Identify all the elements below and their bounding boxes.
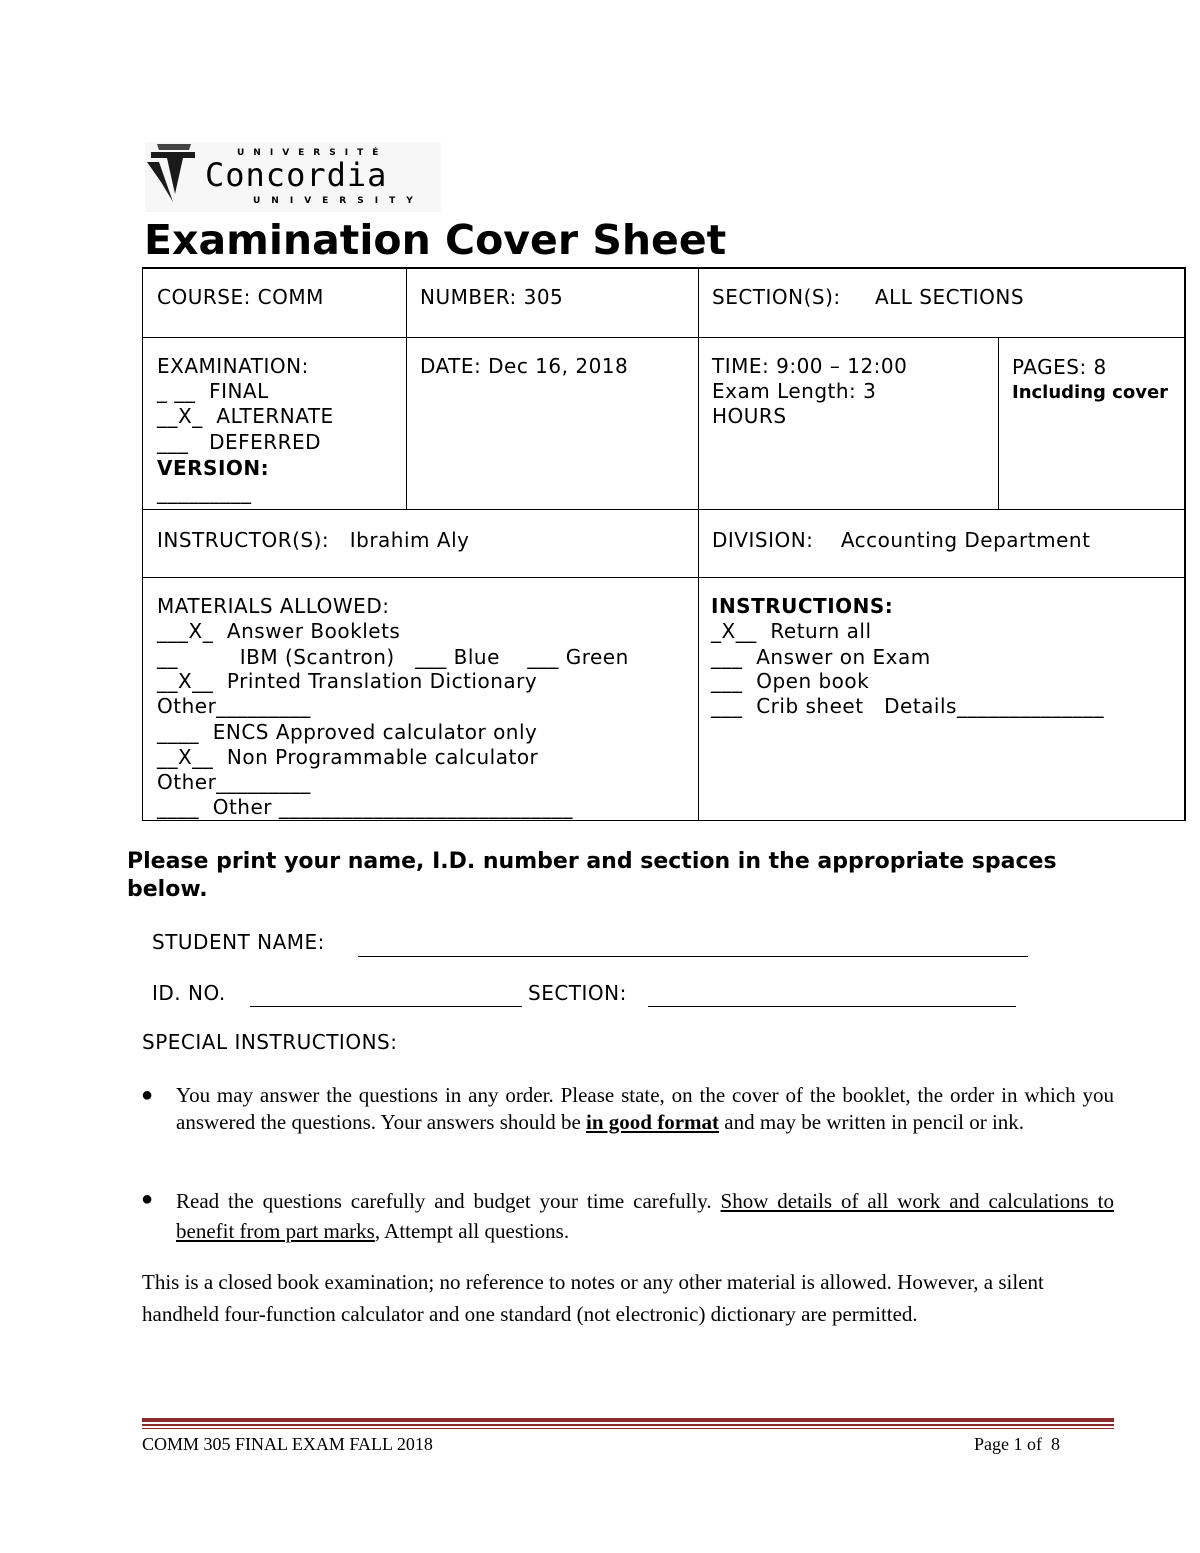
print-name-prompt: Please print your name, I.D. number and section in the appropriate spaces below.	[127, 849, 1057, 902]
materials-item: Other_________	[157, 770, 311, 794]
materials-item: ____ Other ____________________________	[157, 795, 573, 819]
materials-item: ___X_ Answer Booklets	[157, 619, 401, 643]
exam-final: _ __ FINAL	[157, 379, 269, 403]
materials-item: __ IBM (Scantron) ___ Blue ___ Green	[157, 645, 629, 669]
special-instructions-label: SPECIAL INSTRUCTIONS:	[142, 1030, 398, 1054]
materials-item: ____ ENCS Approved calculator only	[157, 720, 538, 744]
footer-exam-title: COMM 305 FINAL EXAM FALL 2018	[142, 1434, 433, 1454]
materials-label: MATERIALS ALLOWED:	[157, 594, 390, 618]
exam-length-field: Exam Length: 3	[712, 379, 877, 403]
exam-alternate: __X_ ALTERNATE	[157, 404, 334, 428]
course-field: COURSE: COMM	[157, 285, 324, 309]
logo-main-text: Concordia	[205, 156, 388, 194]
footer-divider	[142, 1428, 1114, 1429]
section-line[interactable]	[648, 1006, 1016, 1007]
including-cover: Including cover	[1012, 382, 1169, 403]
hours-field: HOURS	[712, 404, 787, 428]
pages-field: PAGES: 8	[1012, 355, 1107, 379]
version-label: VERSION:	[157, 456, 270, 480]
date-field: DATE: Dec 16, 2018	[420, 354, 629, 378]
materials-item: __X__ Printed Translation Dictionary	[157, 669, 538, 693]
student-name-line[interactable]	[358, 956, 1028, 957]
time-field: TIME: 9:00 – 12:00	[712, 354, 908, 378]
logo-top-text: UNIVERSITÉ	[237, 148, 388, 158]
instructions-item: ___ Crib sheet Details______________	[711, 694, 1104, 718]
materials-item: __X__ Non Programmable calculator	[157, 745, 539, 769]
instructions-item: ___ Open book	[711, 669, 870, 693]
section-label: SECTION:	[528, 981, 627, 1005]
instructions-label: INSTRUCTIONS:	[711, 594, 894, 618]
instructions-item: _X__ Return all	[711, 619, 872, 643]
footer-divider	[142, 1424, 1114, 1426]
id-no-label: ID. NO.	[152, 981, 226, 1005]
version-line: _________	[157, 480, 252, 504]
closed-book-notice: This is a closed book examination; no reference to notes or any other material is allowed. However, a silent handheld four-function calculator and one standard (not electronic) dictionary are permitted.	[142, 1270, 1044, 1326]
concordia-shield-icon	[145, 142, 205, 212]
concordia-logo	[145, 142, 441, 212]
instructors-field: INSTRUCTOR(S): Ibrahim Aly	[157, 528, 470, 552]
materials-item: Other_________	[157, 694, 311, 718]
exam-deferred: ___ DEFERRED	[157, 430, 322, 454]
examination-label: EXAMINATION:	[157, 354, 309, 378]
number-field: NUMBER: 305	[420, 285, 564, 309]
bullet-icon: ●	[141, 1084, 154, 1106]
footer-divider	[142, 1418, 1114, 1422]
bullet-icon: ●	[141, 1188, 154, 1210]
page-title: Examination Cover Sheet	[144, 216, 727, 264]
footer-page-number: Page 1 of 8	[974, 1434, 1060, 1454]
logo-bottom-text: UNIVERSITY	[253, 196, 424, 206]
id-no-line[interactable]	[250, 1006, 522, 1007]
division-field: DIVISION: Accounting Department	[712, 528, 1091, 552]
instruction-bullet-1: You may answer the questions in any order. Please state, on the cover of the booklet, the order in which you answered the questions. Your answers should be in good format and may be written in pencil or ink.	[176, 1083, 1114, 1134]
sections-field: SECTION(S): ALL SECTIONS	[712, 285, 1025, 309]
student-name-label: STUDENT NAME:	[152, 930, 325, 954]
instruction-bullet-2: Read the questions carefully and budget your time carefully. Show details of all work and calculations to benefit from part marks, Attempt all questions.	[176, 1189, 1114, 1243]
instructions-item: ___ Answer on Exam	[711, 645, 931, 669]
